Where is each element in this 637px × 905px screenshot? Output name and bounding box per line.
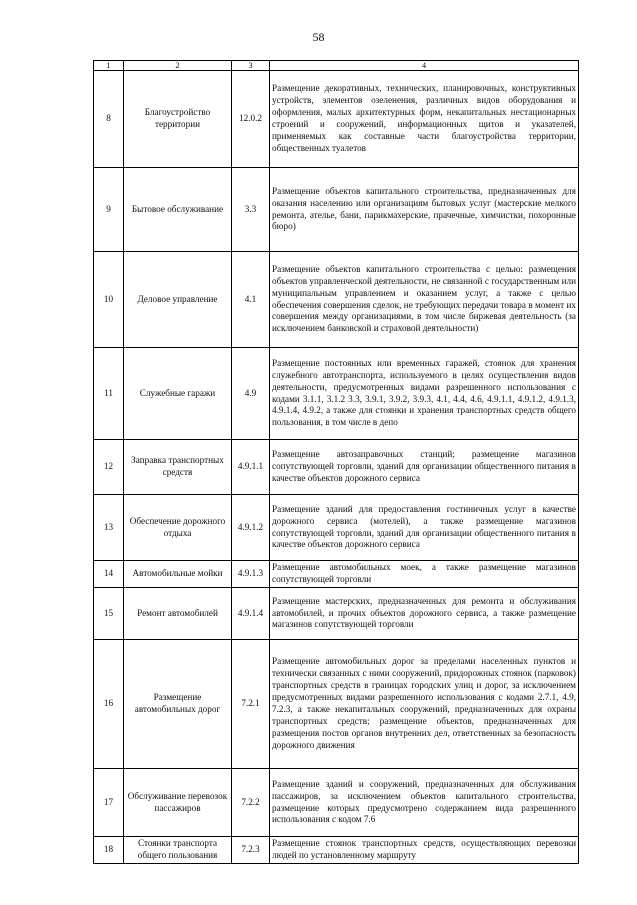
land-use-table (93, 60, 579, 864)
use-type-name: Обеспечение дорожного отдыха (124, 495, 232, 561)
use-type-code: 7.2.3 (232, 837, 270, 864)
table-row (94, 588, 579, 640)
use-type-name: Стоянки транспорта общего пользования (124, 837, 232, 864)
row-number: 18 (94, 837, 124, 864)
use-type-name: Заправка транспортных средств (124, 440, 232, 495)
header-col-4: 4 (270, 61, 579, 71)
use-type-name: Бытовое обслуживание (124, 168, 232, 252)
use-type-description: Размещение объектов капитального строительства, предназначенных для оказания населению или организациям бытовых услуг (мастерские мелкого ремонта, ателье, бани, парикмахерские, прачечные, химчистки, похоронные бюро) (270, 168, 579, 252)
use-type-name: Обслуживание перевозок пассажиров (124, 769, 232, 837)
row-number: 8 (94, 71, 124, 168)
row-number: 10 (94, 252, 124, 348)
table-row (94, 837, 579, 864)
table-row (94, 252, 579, 348)
table-row (94, 495, 579, 561)
use-type-description: Размещение автомобильных моек, а также размещение магазинов сопутствующей торговли (270, 561, 579, 588)
row-number: 17 (94, 769, 124, 837)
use-type-code: 4.9.1.4 (232, 588, 270, 640)
use-type-description: Размещение объектов капитального строительства с целью: размещения объектов управленческой деятельности, не связанной с государственным или муниципальным управлением и оказанием услуг, а также с целью обеспечения совершения сделок, не требующих передачи товара в момент их совершения между организациями, в том числе биржевая деятельность (за исключением банковской и страховой деятельности) (270, 252, 579, 348)
header-col-3: 3 (232, 61, 270, 71)
table-row (94, 168, 579, 252)
use-type-code: 4.9.1.1 (232, 440, 270, 495)
use-type-name: Служебные гаражи (124, 348, 232, 440)
table-header-row (94, 61, 579, 71)
table-row (94, 440, 579, 495)
row-number: 12 (94, 440, 124, 495)
use-type-description: Размещение декоративных, технических, планировочных, конструктивных устройств, элементов озеленения, различных видов оборудования и оформления, малых архитектурных форм, некапитальных нестационарных строений и сооружений, информационных щитов и указателей, применяемых как составные части благоустройства территории, общественных туалетов (270, 71, 579, 168)
use-type-code: 4.9.1.3 (232, 561, 270, 588)
use-type-name: Автомобильные мойки (124, 561, 232, 588)
table-row (94, 561, 579, 588)
page-number: 58 (312, 30, 325, 44)
use-type-code: 3.3 (232, 168, 270, 252)
use-type-name: Ремонт автомобилей (124, 588, 232, 640)
row-number: 15 (94, 588, 124, 640)
use-type-code: 4.9 (232, 348, 270, 440)
use-type-code: 7.2.1 (232, 640, 270, 769)
use-type-name: Благоустройство территории (124, 71, 232, 168)
row-number: 9 (94, 168, 124, 252)
use-type-code: 12.0.2 (232, 71, 270, 168)
row-number: 11 (94, 348, 124, 440)
use-type-description: Размещение автомобильных дорог за пределами населенных пунктов и технически связанных с ними сооружений, придорожных стоянок (парковок) транспортных средств в границах городских улиц и дорог, за исключением предусмотренных видами разрешенного использования с кодами 2.7.1, 4.9, 7.2.3, а также некапитальных сооружений, предназначенных для охраны транспортных средств; размещение объектов, предназначенных для размещения постов органов внутренних дел, ответственных за безопасность дорожного движения (270, 640, 579, 769)
use-type-description: Размещение автозаправочных станций; размещение магазинов сопутствующей торговли, зданий для организации общественного питания в качестве объектов дорожного сервиса (270, 440, 579, 495)
use-type-name: Размещение автомобильных дорог (124, 640, 232, 769)
header-col-1: 1 (94, 61, 124, 71)
header-col-2: 2 (124, 61, 232, 71)
use-type-code: 7.2.2 (232, 769, 270, 837)
use-type-description: Размещение постоянных или временных гаражей, стоянок для хранения служебного автотранспорта, используемого в целях осуществления видов деятельности, предусмотренных видами разрешенного использования с кодами 3.1.1, 3.1.2 3.3, 3.9.1, 3.9.2, 3.9.3, 4.1, 4.4, 4.6, 4.9.1.1, 4.9.1.2, 4.9.1.3, 4.9.1.4, 4.9.2, а также для стоянки и хранения транспортных средств общего пользования, в том числе в депо (270, 348, 579, 440)
use-type-description: Размещение зданий для предоставления гостиничных услуг в качестве дорожного сервиса (мотелей), а также размещение магазинов сопутствующей торговли, зданий для организации общественного питания в качестве объектов дорожного сервиса (270, 495, 579, 561)
row-number: 13 (94, 495, 124, 561)
table-row (94, 348, 579, 440)
table-row (94, 71, 579, 168)
use-type-description: Размещение зданий и сооружений, предназначенных для обслуживания пассажиров, за исключением объектов капитального строительства, размещение которых предусмотрено содержанием вида разрешенного использования с кодом 7.6 (270, 769, 579, 837)
use-type-description: Размещение мастерских, предназначенных для ремонта и обслуживания автомобилей, и прочих объектов дорожного сервиса, а также размещение магазинов сопутствующей торговли (270, 588, 579, 640)
use-type-code: 4.1 (232, 252, 270, 348)
table-row (94, 769, 579, 837)
use-type-description: Размещение стоянок транспортных средств, осуществляющих перевозки людей по установленному маршруту (270, 837, 579, 864)
row-number: 14 (94, 561, 124, 588)
table-row (94, 640, 579, 769)
row-number: 16 (94, 640, 124, 769)
use-type-code: 4.9.1.2 (232, 495, 270, 561)
use-type-name: Деловое управление (124, 252, 232, 348)
